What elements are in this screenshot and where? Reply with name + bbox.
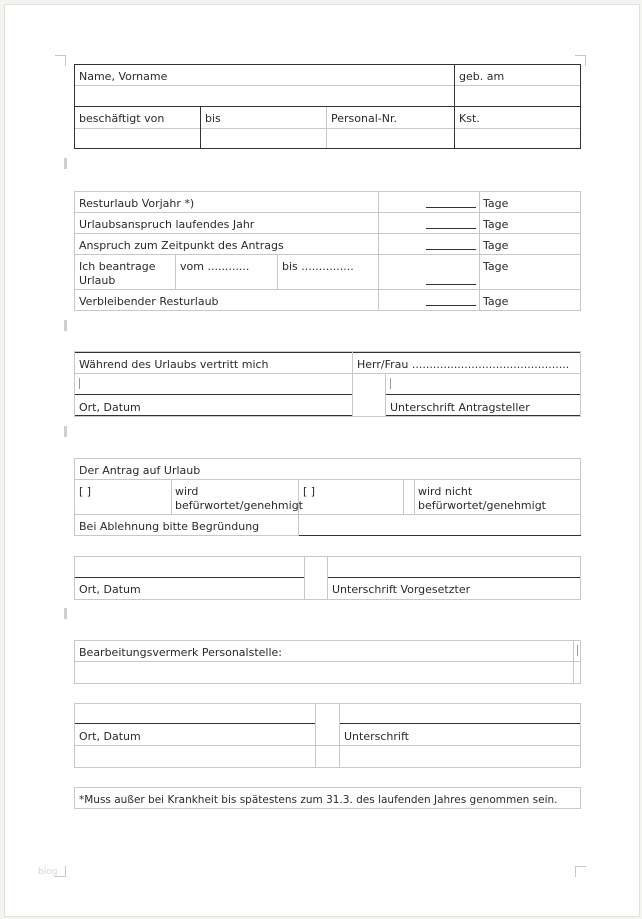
supervisor-signature-label: Unterschrift Vorgesetzter [332,583,471,596]
days-input-line[interactable] [426,249,476,250]
crop-mark-bottom-right [575,866,586,877]
employed-until-field[interactable] [202,129,325,148]
birth-date-label: geb. am [459,70,505,83]
footnote-text: *Muss außer bei Krankheit bis spätestens zum 31.3. des laufenden Jahres genommen sein. [79,794,558,806]
applicant-signature-label: Unterschrift Antragsteller [390,401,530,414]
name-field[interactable] [76,86,453,105]
days-input-line[interactable] [426,207,476,208]
days-unit-label: Tage [483,260,509,273]
days-input-line[interactable] [426,284,476,285]
days-unit-label: Tage [483,218,509,231]
cost-center-label: Kst. [459,112,480,125]
text-cursor-mark [577,645,578,656]
applicant-place-date-field[interactable] [76,374,351,393]
section-marker [64,158,67,169]
section-marker [64,426,67,437]
days-unit-label: Tage [483,197,509,210]
days-input-line[interactable] [426,305,476,306]
employed-since-label: beschäftigt von [79,112,165,125]
section-marker [64,608,67,619]
reject-option-label: wird nicht befürwortet/genehmigt [418,485,546,512]
employed-since-field[interactable] [76,129,199,148]
crop-mark-top-left [55,55,66,66]
personnel-number-label: Personal-Nr. [331,112,397,125]
hr-signature-field[interactable] [341,705,579,722]
birth-date-field[interactable] [456,86,579,105]
reject-checkbox[interactable]: [ ] [303,485,316,498]
applicant-signature-field[interactable] [387,374,579,393]
approve-checkbox[interactable]: [ ] [79,485,92,498]
leave-row-label: Ich beantrage Urlaub [79,260,156,287]
hr-note-field[interactable] [76,662,572,683]
hr-note-label: Bearbeitungsvermerk Personalstelle: [79,646,282,659]
days-input-line[interactable] [426,228,476,229]
leave-row-label: Verbleibender Resturlaub [79,295,219,308]
rejection-reason-label: Bei Ablehnung bitte Begründung [79,520,260,533]
personnel-number-field[interactable] [328,129,453,148]
leave-row-label: Anspruch zum Zeitpunkt des Antrags [79,239,284,252]
applicant-place-date-label: Ort, Datum [79,401,141,414]
substitute-person-field[interactable]: Herr/Frau ............................................. [357,358,570,371]
supervisor-place-date-field[interactable] [76,558,303,576]
days-unit-label: Tage [483,239,509,252]
approve-option-label: wird befürwortet/genehmigt [175,485,303,512]
leave-from-field[interactable]: vom ............ [180,260,250,273]
hr-signature-label: Unterschrift [344,730,409,743]
hr-place-date-field[interactable] [76,705,314,722]
hr-place-date-label: Ort, Datum [79,730,141,743]
supervisor-signature-field[interactable] [329,558,579,576]
rejection-reason-field[interactable] [299,515,580,535]
cost-center-field[interactable] [456,129,579,148]
approval-title: Der Antrag auf Urlaub [79,464,201,477]
employed-until-label: bis [205,112,221,125]
leave-row-label: Resturlaub Vorjahr *) [79,197,195,210]
leave-to-field[interactable]: bis ............... [282,260,354,273]
name-label: Name, Vorname [79,70,168,83]
supervisor-place-date-label: Ort, Datum [79,583,141,596]
section-marker [64,320,67,331]
days-unit-label: Tage [483,295,509,308]
leave-row-label: Urlaubsanspruch laufendes Jahr [79,218,255,231]
footer-mark: blog [38,867,58,877]
substitute-label: Während des Urlaubs vertritt mich [79,358,269,371]
